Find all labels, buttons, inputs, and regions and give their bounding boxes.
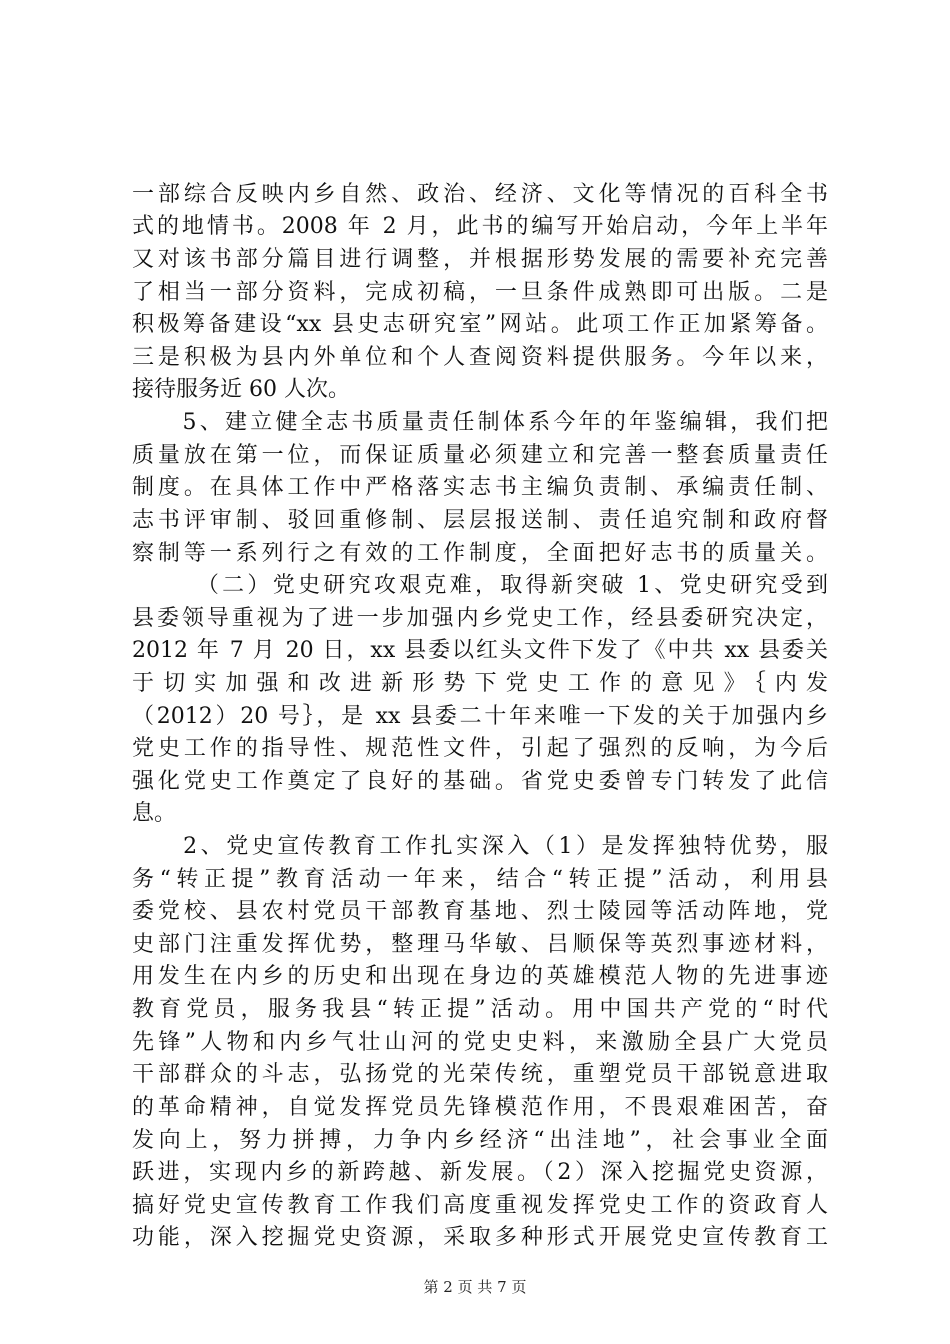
text-line: 委党校、县农村党员干部教育基地、烈士陵园等活动阵地，党 xyxy=(132,899,828,924)
text-line: 式的地情书。2008 年 2 月，此书的编写开始启动，今年上半年 xyxy=(132,214,828,239)
text-line: 干部群众的斗志，弘扬党的光荣传统，重塑党员干部锐意进取 xyxy=(132,1062,828,1087)
text-line: 息。 xyxy=(132,801,177,826)
text-line: （2012）20 号｝，是 xx 县委二十年来唯一下发的关于加强内乡 xyxy=(132,704,828,729)
text-line: 接待服务近 60 人次。 xyxy=(132,377,350,402)
text-line: 功能，深入挖掘党史资源，采取多种形式开展党史宣传教育工 xyxy=(132,1225,828,1250)
page-number-footer: 第 2 页 共 7 页 xyxy=(423,1278,527,1296)
text-line: 用发生在内乡的历史和出现在身边的英雄模范人物的先进事迹 xyxy=(132,964,828,989)
text-line: 察制等一系列行之有效的工作制度，全面把好志书的质量关。 xyxy=(132,541,828,566)
text-line: 一部综合反映内乡自然、政治、经济、文化等情况的百科全书 xyxy=(132,182,828,207)
text-line: 三是积极为县内外单位和个人查阅资料提供服务。今年以来， xyxy=(132,345,828,370)
text-line: 5、建立健全志书质量责任制体系今年的年鉴编辑，我们把 xyxy=(132,410,828,435)
text-line: 县委领导重视为了进一步加强内乡党史工作，经县委研究决定， xyxy=(132,606,828,631)
text-line: 史部门注重发挥优势，整理马华敏、吕顺保等英烈事迹材料， xyxy=(132,932,828,957)
text-line: 强化党史工作奠定了良好的基础。省党史委曾专门转发了此信 xyxy=(132,769,828,794)
text-line: 搞好党史宣传教育工作我们高度重视发挥党史工作的资政育人 xyxy=(132,1193,828,1218)
text-line: 2、党史宣传教育工作扎实深入（1）是发挥独特优势，服 xyxy=(132,834,828,859)
text-line: 制度。在具体工作中严格落实志书主编负责制、承编责任制、 xyxy=(132,475,828,500)
text-line: （二）党史研究攻艰克难，取得新突破 1、党史研究受到 xyxy=(132,573,828,598)
text-line: 了相当一部分资料，完成初稿，一旦条件成熟即可出版。二是 xyxy=(132,280,828,305)
text-line: 务“转正提”教育活动一年来，结合“转正提”活动，利用县 xyxy=(132,867,828,892)
text-line: 先锋”人物和内乡气壮山河的党史史料，来激励全县广大党员 xyxy=(132,1030,828,1055)
text-line: 党史工作的指导性、规范性文件，引起了强烈的反响，为今后 xyxy=(132,736,828,761)
text-line: 又对该书部分篇目进行调整，并根据形势发展的需要补充完善 xyxy=(132,247,828,272)
text-line: 的革命精神，自觉发挥党员先锋模范作用，不畏艰难困苦，奋 xyxy=(132,1095,828,1120)
text-line: 2012 年 7 月 20 日，xx 县委以红头文件下发了《中共 xx 县委关 xyxy=(132,638,828,663)
text-line: 跃进，实现内乡的新跨越、新发展。（2）深入挖掘党史资源， xyxy=(132,1160,828,1185)
text-line: 发向上，努力拼搏，力争内乡经济“出洼地”，社会事业全面 xyxy=(132,1128,828,1153)
text-line: 教育党员，服务我县“转正提”活动。用中国共产党的“时代 xyxy=(132,997,828,1022)
text-line: 质量放在第一位，而保证质量必须建立和完善一整套质量责任 xyxy=(132,443,828,468)
text-line: 志书评审制、驳回重修制、层层报送制、责任追究制和政府督 xyxy=(132,508,828,533)
text-line: 于切实加强和改进新形势下党史工作的意见》｛内发 xyxy=(132,671,828,696)
text-line: 积极筹备建设“xx 县史志研究室”网站。此项工作正加紧筹备。 xyxy=(132,312,828,337)
